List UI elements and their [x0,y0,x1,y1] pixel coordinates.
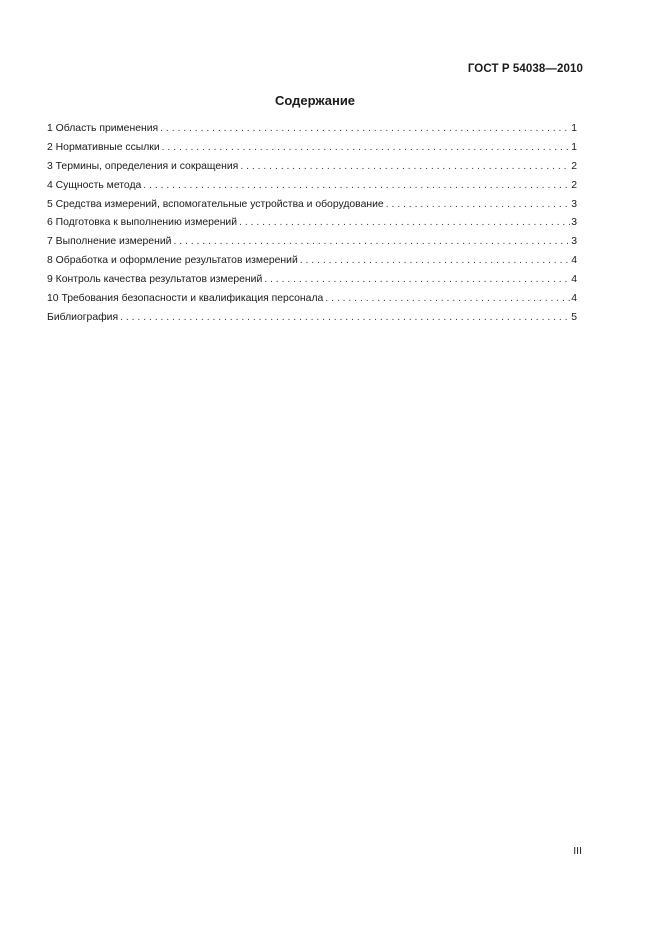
toc-leader-dots [240,158,570,177]
toc-entry[interactable] [47,139,577,158]
document-code: ГОСТ Р 54038—2010 [467,63,583,75]
toc-entry-label: 5 Средства измерений, вспомогательные устройства и оборудование [47,198,384,210]
toc-entry-page: 4 [571,274,577,286]
toc-entry[interactable] [47,158,577,177]
toc-leader-dots [300,252,570,271]
toc-entry-page: 2 [571,160,577,172]
toc-entry-label: 10 Требования безопасности и квалификация персонала [47,293,324,305]
toc-entry-page: 2 [571,179,577,191]
toc-leader-dots [386,196,571,215]
toc-entry-page: 3 [571,217,577,229]
toc-leader-dots [173,233,570,252]
toc-entry-label: 8 Обработка и оформление результатов измерений [47,255,298,267]
toc-entry-page: 5 [571,311,577,323]
toc-entry-page: 3 [571,236,577,248]
toc-leader-dots [162,139,571,158]
toc-leader-dots [239,214,570,233]
toc-entry[interactable] [47,290,577,309]
toc-entry-page: 4 [571,255,577,267]
toc-leader-dots [143,177,570,196]
toc-entry[interactable] [47,177,577,196]
toc-leader-dots [160,120,570,139]
toc-leader-dots [120,309,570,328]
toc-entry-label: 4 Сущность метода [47,179,142,191]
toc-leader-dots [325,290,570,309]
toc-entry[interactable] [47,309,577,328]
toc-entry-label: 9 Контроль качества результатов измерений [47,274,263,286]
toc-entry-label: 2 Нормативные ссылки [47,141,160,153]
toc-entry-page: 1 [571,123,577,134]
toc-title: Содержание [274,93,356,108]
table-of-contents [47,120,577,328]
toc-entry-label: Библиография [47,311,119,323]
toc-entry-label: 3 Термины, определения и сокращения [47,160,239,172]
toc-entry-label: 6 Подготовка к выполнению измерений [47,217,238,229]
toc-entry-label: 1 Область применения [47,123,159,134]
toc-entry-label: 7 Выполнение измерений [47,236,172,248]
toc-entry-page: 4 [571,293,577,305]
toc-entry[interactable] [47,271,577,290]
toc-entry[interactable] [47,252,577,271]
page-number: III [573,845,582,857]
toc-entry-page: 3 [571,198,577,210]
toc-entry[interactable] [47,233,577,252]
toc-entry[interactable] [47,214,577,233]
toc-leader-dots [264,271,570,290]
toc-entry[interactable] [47,196,577,215]
toc-entry-page: 1 [571,141,577,153]
toc-entry[interactable] [47,120,577,139]
